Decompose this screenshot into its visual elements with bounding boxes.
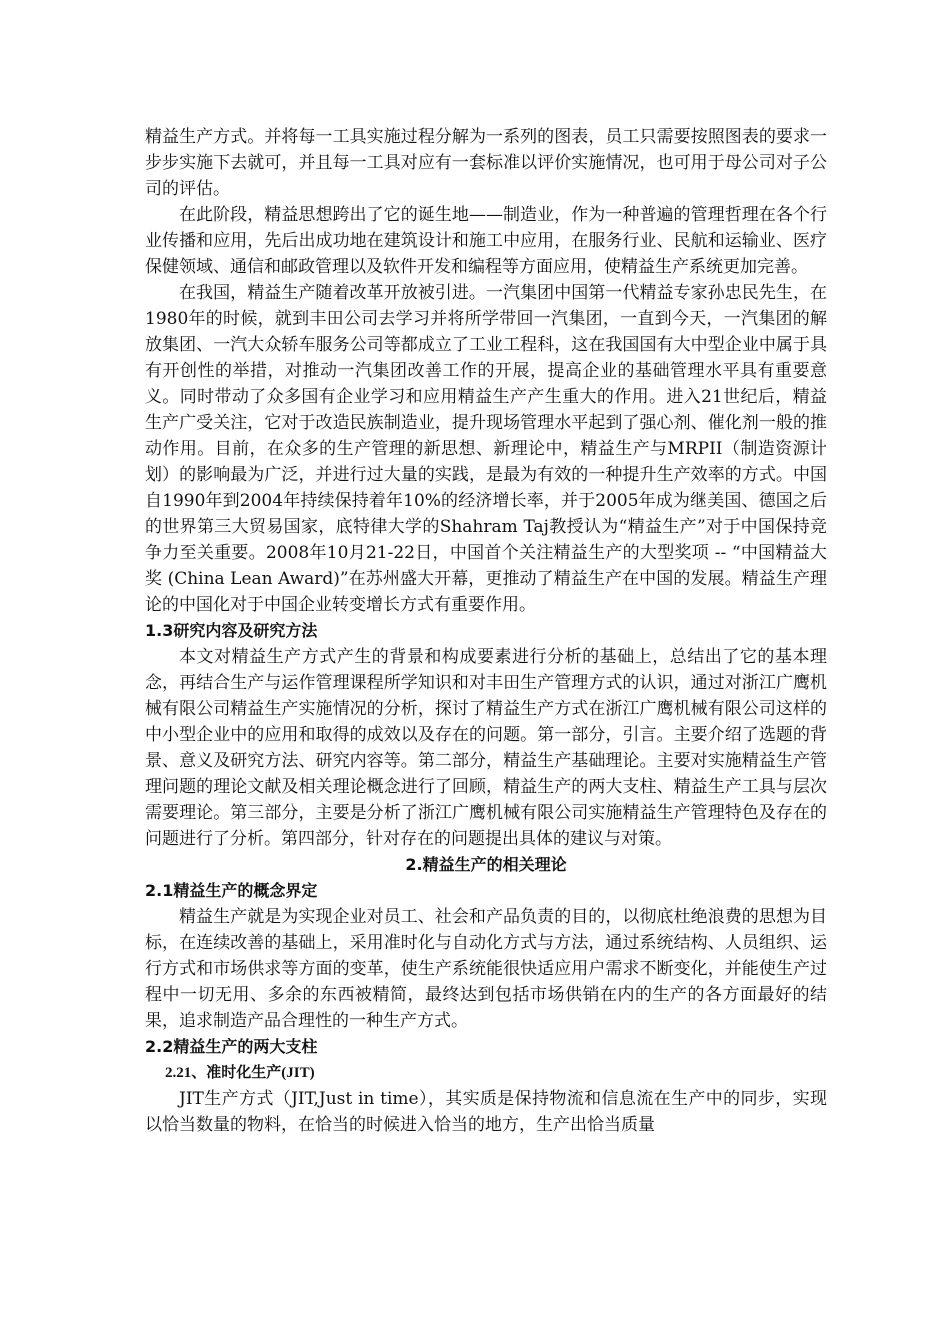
document-page <box>145 124 827 1138</box>
paragraph-2: 在此阶段，精益思想跨出了它的诞生地——制造业，作为一种普遍的管理哲理在各个行业传播和应用，先后出成功地在建筑设计和施工中应用，在服务行业、民航和运输业、医疗保健领域、通信和邮政管理以及软件开发和编程等方面应用，使精益生产系统更加完善。 <box>145 205 827 277</box>
section-heading-2-1: 2.1精益生产的概念界定 <box>145 881 318 900</box>
paragraph-4: 本文对精益生产方式产生的背景和构成要素进行分析的基础上，总结出了它的基本理念，再结合生产与运作管理课程所学知识和对丰田生产管理方式的认识，通过对浙江广鹰机械有限公司精益生产实施情况的分析，探讨了精益生产方式在浙江广鹰机械有限公司这样的中小型企业中的应用和取得的成效以及存在的问题。第一部分，引言。主要介绍了选题的背景、意义及研究方法、研究内容等。第二部分，精益生产基础理论。主要对实施精益生产管理问题的理论文献及相关理论概念进行了回顾，精益生产的两大支柱、精益生产工具与层次需要理论。第三部分，主要是分析了浙江广鹰机械有限公司实施精益生产管理特色及存在的问题进行了分析。第四部分，针对存在的问题提出具体的建议与对策。 <box>145 647 827 849</box>
paragraph-1: 精益生产方式。并将每一工具实施过程分解为一系列的图表，员工只需要按照图表的要求一步步实施下去就可，并且每一工具对应有一套标准以评价实施情况，也可用于母公司对子公司的评估。 <box>145 127 827 199</box>
chapter-heading-2: 2.精益生产的相关理论 <box>405 855 567 874</box>
paragraph-6: JIT生产方式（JIT,Just in time），其实质是保持物流和信息流在生产中的同步，实现以恰当数量的物料，在恰当的时候进入恰当的地方，生产出恰当质量 <box>145 1089 827 1135</box>
section-heading-2-2: 2.2精益生产的两大支柱 <box>145 1037 318 1056</box>
subsection-heading-2-21: 2.21、准时化生产(JIT) <box>165 1065 315 1081</box>
paragraph-5: 精益生产就是为实现企业对员工、社会和产品负责的目的，以彻底杜绝浪费的思想为目标，在连续改善的基础上，采用准时化与自动化方式与方法，通过系统结构、人员组织、运行方式和市场供求等方面的变革，使生产系统能很快适应用户需求不断变化，并能使生产过程中一切无用、多余的东西被精简，最终达到包括市场供销在内的生产的各方面最好的结果，追求制造产品合理性的一种生产方式。 <box>145 907 827 1031</box>
paragraph-3: 在我国，精益生产随着改革开放被引进。一汽集团中国第一代精益专家孙忠民先生，在1980年的时候，就到丰田公司去学习并将所学带回一汽集团，一直到今天，一汽集团的解放集团、一汽大众轿车服务公司等都成立了工业工程科，这在我国国有大中型企业中属于具有开创性的举措，对推动一汽集团改善工作的开展，提高企业的基础管理水平具有重要意义。同时带动了众多国有企业学习和应用精益生产产生重大的作用。进入21世纪后，精益生产广受关注，它对于改造民族制造业，提升现场管理水平起到了强心剂、催化剂一般的推动作用。目前，在众多的生产管理的新思想、新理论中，精益生产与MRPII（制造资源计划）的影响最为广泛，并进行过大量的实践，是最为有效的一种提升生产效率的方式。中国自1990年到2004年持续保持着年10%的经济增长率，并于2005年成为继美国、德国之后的世界第三大贸易国家，底特律大学的Shahram Taj教授认为“精益生产”对于中国保持竞争力至关重要。2008年10月21-22日，中国首个关注精益生产的大型奖项 -- “中国精益大奖 (China Lean Award)”在苏州盛大开幕，更推动了精益生产在中国的发展。精益生产理论的中国化对于中国企业转变增长方式有重要作用。 <box>145 283 827 615</box>
section-heading-1-3: 1.3研究内容及研究方法 <box>145 621 318 640</box>
